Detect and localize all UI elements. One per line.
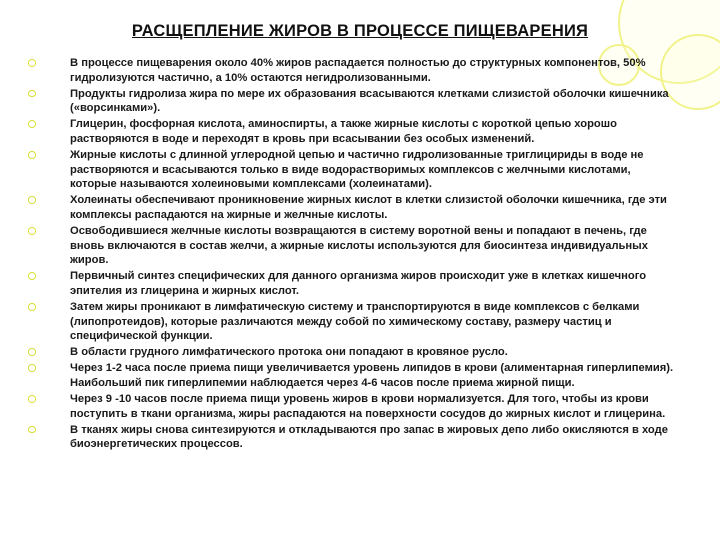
- list-item: [28, 300, 676, 344]
- list-item: [28, 224, 676, 268]
- bullet-circle-icon: [28, 303, 36, 311]
- bullet-circle-icon: [28, 426, 36, 434]
- list-item-text: В области грудного лимфатического протока они попадают в кровяное русло.: [70, 346, 508, 359]
- bullet-list: [28, 56, 676, 453]
- list-item-text: Затем жиры проникают в лимфатическую систему и транспортируются в виде комплексов с белками (липопротеидов), которые различаются между собой по химическому составу, размеру частиц и специфической функции.: [70, 301, 640, 343]
- bullet-circle-icon: [28, 364, 36, 372]
- list-item-text: В тканях жиры снова синтезируются и откладываются про запас в жировых депо либо окисляются в ходе биоэнергетических процессов.: [70, 423, 668, 451]
- list-item: [28, 392, 676, 421]
- bullet-circle-icon: [28, 59, 36, 67]
- list-item-text: Продукты гидролиза жира по мере их образования всасываются клетками слизистой оболочки кишечника («ворсинками»).: [70, 87, 669, 115]
- bullet-circle-icon: [28, 196, 36, 204]
- slide-title: РАСЩЕПЛЕНИЕ ЖИРОВ В ПРОЦЕССЕ ПИЩЕВАРЕНИЯ: [131, 22, 589, 40]
- list-item-text: В процессе пищеварения около 40% жиров распадается полностью до структурных компонентов, 50% гидролизуются частично, а 10% остаются негидролизованными.: [70, 57, 646, 84]
- list-item-text: Освободившиеся желчные кислоты возвращаются в систему воротной вены и попадают в печень, где вновь включаются в состав желчи, а жирные кислоты используются для биосинтеза индивидуальных жиров.: [70, 225, 648, 267]
- list-item-text: Жирные кислоты с длинной углеродной цепью и частично гидролизованные триглицириды в воде не растворяются и всасываются только в виде водорастворимых комплексов с желчными кислотами, которые называются холеиновыми комплексами (холеинатами).: [70, 149, 644, 191]
- list-item: [28, 423, 676, 452]
- list-item: [28, 56, 676, 85]
- bullet-circle-icon: [28, 348, 36, 356]
- bullet-circle-icon: [28, 120, 36, 128]
- list-item-text: Через 9 -10 часов после приема пищи уровень жиров в крови нормализуется. Для того, чтобы из крови поступить в ткани организма, жиры распадаются на поверхности сосудов до жирных кислот и глицерина.: [70, 393, 666, 420]
- list-item-text: Холеинаты обеспечивают проникновение жирных кислот в клетки слизистой оболочки кишечника, где эти комплексы распадаются на жирные и желчные кислоты.: [70, 194, 667, 221]
- list-item: [28, 148, 676, 192]
- list-item-text: Через 1-2 часа после приема пищи увеличивается уровень липидов в крови (алиментарная гиперлипемия). Наибольший пик гиперлипемии наблюдается через 4-6 часов после приема жирной пищи.: [70, 362, 674, 389]
- bullet-circle-icon: [28, 272, 36, 280]
- list-item: [28, 193, 676, 222]
- list-item-text: Глицерин, фосфорная кислота, аминоспирты, а также жирные кислоты с короткой цепью хорошо растворяются в воде и переходят в кровь при всасывании без особых изменений.: [70, 118, 617, 145]
- list-item: [28, 345, 676, 360]
- bullet-circle-icon: [28, 90, 36, 98]
- bullet-circle-icon: [28, 151, 36, 159]
- list-item: [28, 361, 676, 390]
- list-item: [28, 269, 676, 298]
- bullet-circle-icon: [28, 395, 36, 403]
- list-item: [28, 117, 676, 146]
- list-item: [28, 87, 676, 116]
- bullet-circle-icon: [28, 227, 36, 235]
- list-item-text: Первичный синтез специфических для данного организма жиров происходит уже в клетках кишечного эпителия из глицерина и жирных кислот.: [70, 270, 647, 297]
